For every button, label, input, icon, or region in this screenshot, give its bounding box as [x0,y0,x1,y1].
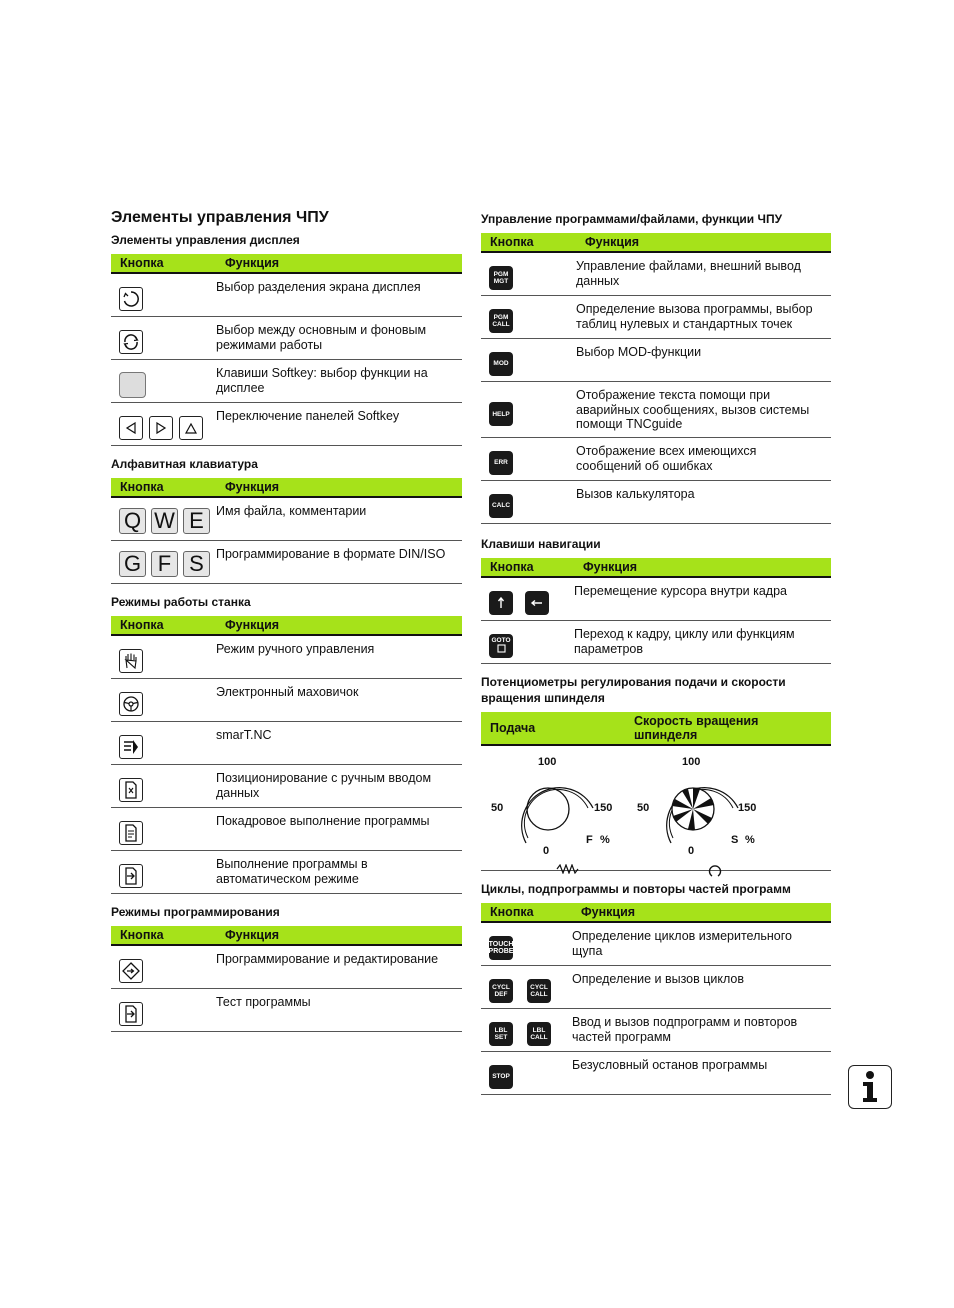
cycles-heading: Циклы, подпрограммы и повторы частей программ [481,882,791,896]
edit-program-icon[interactable] [119,959,143,983]
table-row [111,635,462,679]
mod-key[interactable]: MOD [489,352,513,376]
alpha-heading: Алфавитная клавиатура [111,457,258,471]
table-row [481,621,831,664]
cycl-def-key[interactable]: CYCL DEF [489,979,513,1003]
row-text: Позиционирование с ручным вводом данных [216,765,462,808]
nav-table: Кнопка Функция Перемещение курсора внутри кадра GOTO Переход к кадру, циклу или функциям параметров [481,558,831,664]
row-text: Клавиши Softkey: выбор функции на дисплее [216,360,462,403]
row-text: Безусловный останов программы [572,1052,831,1095]
prog-heading: Режимы программирования [111,905,280,919]
feed-pct: % [600,834,610,846]
pgm-call-key[interactable]: PGM CALL [489,309,513,333]
softkey-key-icon[interactable] [119,372,146,398]
pots-area [481,746,831,871]
row-text: Отображение всех имеющихся сообщений об ошибках [576,438,831,481]
feed-100: 100 [538,756,557,768]
row-text: Ввод и вызов подпрограмм и повторов частей программ [572,1009,831,1052]
key-g[interactable]: G [119,551,146,577]
table-row [111,273,462,317]
spindle-100: 100 [682,756,701,768]
table-row [111,679,462,722]
row-text: Выбор между основным и фоновым режимами работы [216,317,462,360]
touch-probe-key[interactable]: TOUCH PROBE [489,936,513,960]
feed-wave-icon [556,864,580,874]
row-text: Переключение панелей Softkey [216,403,462,446]
row-text: Отображение текста помощи при аварийных сообщениях, вызов системы помощи TNCguide [576,382,831,438]
table-row [481,922,831,966]
table-row [111,722,462,765]
display-heading: Элементы управления дисплея [111,233,300,247]
info-icon [848,1065,892,1109]
key-e[interactable]: E [183,508,210,534]
key-w[interactable]: W [151,508,178,534]
row-text: Перемещение курсора внутри кадра [574,577,831,621]
left-column [111,209,462,1032]
machine-heading: Режимы работы станка [111,595,251,609]
feed-symbol: F [586,834,593,846]
spindle-label: Скорость вращения шпинделя [634,714,759,742]
arrow-right-icon[interactable] [149,416,173,440]
calc-key[interactable]: CALC [489,494,513,518]
row-text: Переход к кадру, циклу или функциям параметров [574,621,831,664]
table-row [481,966,831,1009]
col-button: Кнопка [111,254,216,273]
col-function: Функция [216,254,462,273]
right-column [481,211,831,1095]
row-text: Электронный маховичок [216,679,462,722]
table-row [481,1052,831,1095]
row-text: Управление файлами, внешний вывод данных [576,252,831,296]
cycles-table: Кнопка Функция TOUCH PROBE Определение циклов измерительного щупа CYCL DEF CYCL CALL Определение и вызов циклов LBL SET LBL CALL Ввод и вызов подпрограмм и повторов частей программ STOP Безусловный останов программы [481,903,831,1095]
feed-dial-icon[interactable] [508,768,594,848]
handwheel-icon[interactable] [119,692,143,716]
mdi-positioning-icon[interactable] [119,778,143,802]
table-row [481,382,831,438]
spindle-50: 50 [637,802,650,814]
main-title: Элементы управления ЧПУ [111,209,329,226]
pots-heading: Потенциометры регулирования подачи и скорости вращения шпинделя [481,675,786,705]
row-text: Вызов калькулятора [576,481,831,524]
table-row [481,481,831,524]
row-text: Тест программы [216,989,462,1032]
single-block-icon[interactable] [119,821,143,845]
spindle-symbol: S [731,834,739,846]
table-row [111,851,462,894]
row-text: Определение и вызов циклов [572,966,831,1009]
display-table [111,254,462,446]
table-row [481,296,831,339]
err-key[interactable]: ERR [489,451,513,475]
spindle-rotation-icon [708,864,722,878]
spindle-dial-icon[interactable] [653,768,739,848]
table-row [111,497,462,541]
table-row [111,360,462,403]
table-row [481,339,831,382]
test-run-icon[interactable] [119,1002,143,1026]
row-text: Выбор MOD-функции [576,339,831,382]
table-row [481,1009,831,1052]
feed-0: 0 [543,845,550,857]
row-text: Программирование и редактирование [216,945,462,989]
hand-icon[interactable] [119,649,143,673]
pgm-mgt-key[interactable]: PGM MGT [489,266,513,290]
row-text: Определение циклов измерительного щупа [572,922,831,966]
row-text: Покадровое выполнение программы [216,808,462,851]
row-text: Имя файла, комментарии [216,497,462,541]
alpha-table: Кнопка Функция Q W E Имя файла, комментарии G F S Программирование в формате DIN/ISO [111,478,462,584]
cursor-left-icon[interactable] [525,591,549,615]
row-text: Определение вызова программы, выбор таблиц нулевых и стандартных точек [576,296,831,339]
row-text: Выполнение программы в автоматическом режиме [216,851,462,894]
smartnc-icon[interactable] [119,735,143,759]
arrow-left-icon[interactable] [119,416,143,440]
prog-table: Кнопка Функция Программирование и редактирование Тест программы [111,926,462,1032]
spindle-pct: % [745,834,755,846]
key-q[interactable]: Q [119,508,146,534]
table-row [481,252,831,296]
table-row [481,577,831,621]
split-screen-key-icon[interactable] [119,287,143,311]
table-row [111,808,462,851]
row-text: smarT.NC [216,722,462,765]
help-key[interactable]: HELP [489,402,513,426]
auto-run-icon[interactable] [119,864,143,888]
arrow-up-icon[interactable] [179,416,203,440]
table-row [111,765,462,808]
feed-150: 150 [594,802,613,814]
spindle-0: 0 [688,845,695,857]
feed-50: 50 [491,802,504,814]
machine-table: Кнопка Функция Режим ручного управления Электронный маховичок smarT.NC Позиционирование с ручным вводом данных Покадровое выполнение программы Выполнение программы в автоматическом режиме [111,616,462,894]
lbl-call-key[interactable]: LBL CALL [527,1022,551,1046]
cycl-call-key[interactable]: CYCL CALL [527,979,551,1003]
table-row [111,989,462,1032]
cursor-up-icon[interactable] [489,591,513,615]
table-row [111,403,462,446]
pots-header [481,712,831,746]
mode-switch-key-icon[interactable] [119,330,143,354]
table-row [111,945,462,989]
goto-key[interactable]: GOTO [489,634,513,658]
lbl-set-key[interactable]: LBL SET [489,1022,513,1046]
files-heading: Управление программами/файлами, функции ЧПУ [481,212,783,226]
row-text: Выбор разделения экрана дисплея [216,273,462,317]
feed-label: Подача [490,721,536,735]
table-row [481,438,831,481]
row-text: Программирование в формате DIN/ISO [216,541,462,584]
table-row [111,541,462,584]
spindle-150: 150 [738,802,757,814]
key-f[interactable]: F [151,551,178,577]
nav-heading: Клавиши навигации [481,537,601,551]
row-text: Режим ручного управления [216,635,462,679]
stop-key[interactable]: STOP [489,1065,513,1089]
key-s[interactable]: S [183,551,210,577]
table-row [111,317,462,360]
files-table: Кнопка Функция PGM MGT Управление файлами, внешний вывод данных PGM CALL Определение вызова программы, выбор таблиц нулевых и стандартных точек MOD Выбор MOD-функции HELP Отображение текста помощи при аварийных сообщениях, вызов системы помощи TNCguide ERR Отображение всех имеющихся сообщений об ошибках CALC Вызов калькулятора [481,233,831,524]
